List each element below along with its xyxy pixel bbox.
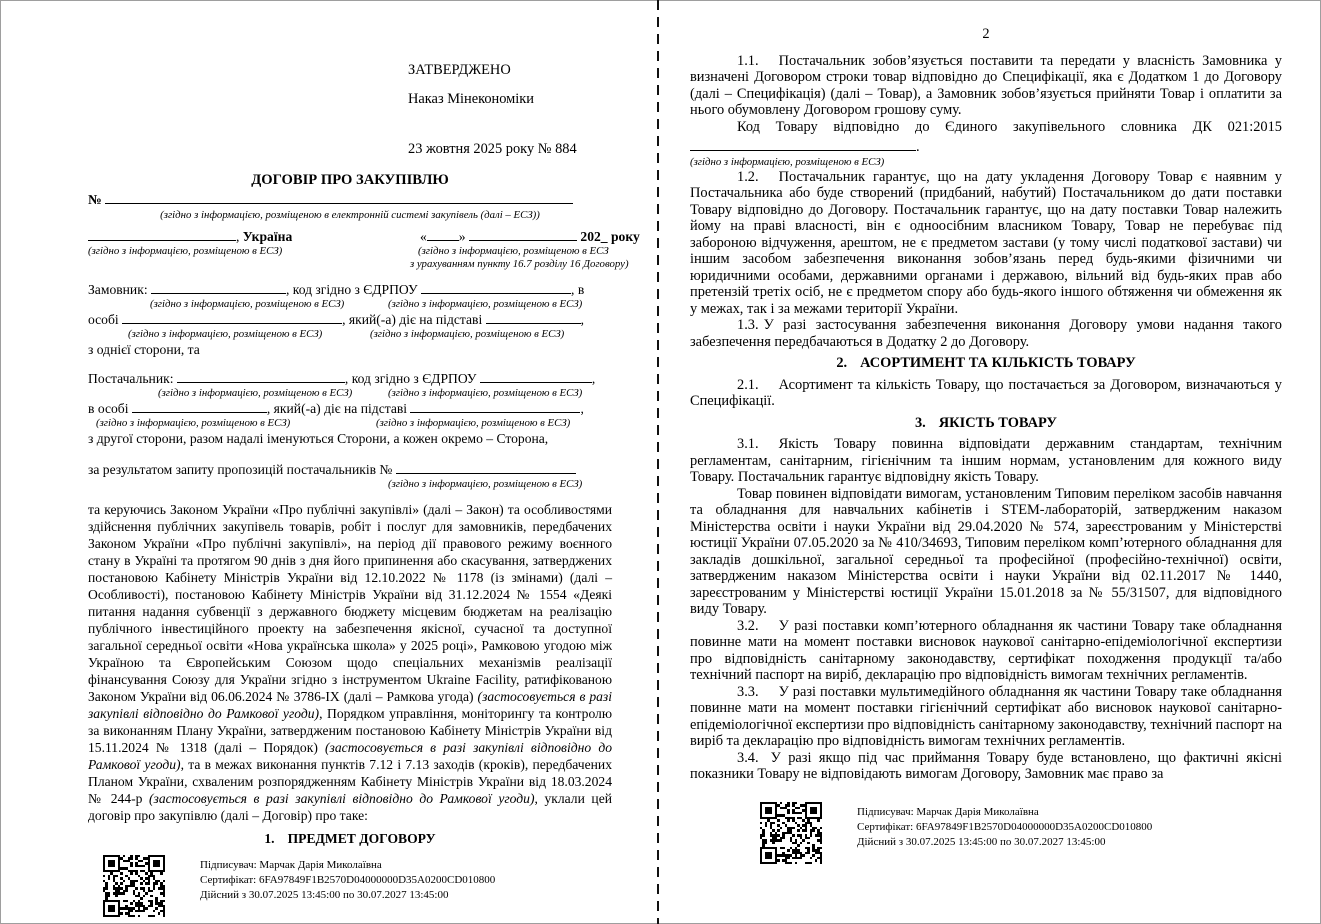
section-3-title: ЯКІСТЬ ТОВАРУ [938,414,1057,431]
clause-1-1-number: 1.1. [737,52,759,69]
clause-1-3-number: 1.3. [737,317,759,333]
contract-number-annotation: (згідно з інформацією, розміщеною в електронній системі закупівель (далі – ЕСЗ)) [160,209,540,221]
clause-3-4-text: У разі якщо під час приймання Товару буде встановлено, що фактичні якісні показники Товару не відповідають вимогам Договору, Замовник має право за [690,749,1282,782]
section-2-number: 2. [836,355,848,371]
product-code-annotation: (згідно з інформацією, розміщеною в ЕСЗ) [690,155,885,168]
clause-3-3 [690,684,1282,750]
order-date: 23 жовтня 2025 року № 884 [408,141,577,157]
clause-2-1-text: Асортимент та кількість Товару, що постачається за Договором, визначаються у Специфікації. [690,376,1282,409]
clause-3-2 [690,618,1282,684]
signature-certificate: Сертифікат: 6FA97849F1B2570D04000000D35A0200CD010800 [200,874,496,886]
clause-3-3-number: 3.3. [737,683,759,700]
signature-block-page-2 [760,802,1152,864]
section-3-number: 3. [914,414,926,431]
page-number: 2 [982,26,990,42]
clause-2-1 [690,377,1282,410]
contract-title: ДОГОВІР ПРО ЗАКУПІВЛЮ [251,172,449,188]
clause-3-1-continued: Товар повинен відповідати вимогам, установленим Типовим переліком засобів навчання та обладнання для навчальних кабінетів і STEM-лабораторій, затвердженим наказом Міністерства освіти і науки України від 29.04.2020 № 574, зареєстрованим у Міністерстві юстиції України 07.05.2020 за № 410/34693, Типовим переліком комп’ютерного обладнання для закладів дошкільної, загальної середньої та професійної (професійно-технічної) освіти, затвердженим наказом Міністерства освіти і науки України від 02.11.2017 № 1440, зареєстрованим у Міністерстві юстиції України 15.01.2018 за № 55/31507, для відповідного виду Товару. [690,485,1282,617]
clause-3-2-text: У разі поставки комп’ютерного обладнання як частини Товару таке обладнання повинне мати на момент поставки висновок наукової санітарно-епідеміологічної експертизи про відповідність санітарному законодавству, сертифікат походження продукції та/або технічний паспорт на виріб, декларацію про відповідність вимогам технічних регламентів. [690,617,1282,683]
clause-3-1 [690,436,1282,486]
customer-annotation-row-1: (згідно з інформацією, розміщеною в ЕСЗ) (згідно з інформацією, розміщеною в ЕСЗ) [150,298,583,310]
customer-line-1: Замовник: , код згідно з ЄДРПОУ , в [88,282,585,297]
section-1-heading [88,830,612,847]
clause-3-2-number: 3.2. [737,617,759,634]
page-break-divider [657,0,659,924]
clause-3-4-number: 3.4. [737,749,759,766]
request-line: за результатом запиту пропозицій постачальників № [88,461,612,478]
place-and-date-row [88,228,640,245]
clause-2-1-number: 2.1. [737,376,759,393]
clause-3-1-number: 3.1. [737,436,759,452]
contract-number-line: № [88,191,612,208]
signature-certificate: Сертифікат: 6FA97849F1B2570D04000000D35A0200CD010800 [857,821,1153,833]
clause-3-1-text: Якість Товару повинна відповідати державним стандартам, технічним регламентам, санітарним, гігієнічним та іншим нормам, установленим для кожного виду Товару. Постачальник гарантує відповідну якість Товару. [690,436,1282,485]
signature-signer: Підписувач: Марчак Дарія Миколаївна [857,806,1039,818]
clause-1-3-text: У разі застосування забезпечення виконання Договору умови надання такого забезпечення передбачаються в Додатку 2 до Договору. [690,317,1282,350]
customer-close-line: з однієї сторони, та [88,342,200,357]
approved-label: ЗАТВЕРДЖЕНО [408,62,511,78]
section-1-number: 1. [264,831,275,846]
product-code-blank: . [690,139,1282,156]
section-2-heading [690,355,1282,372]
signature-text [200,855,495,903]
customer-line-2: особі , який(-а) діє на підставі , [88,312,585,327]
place-line: , Україна [88,228,292,245]
date-line: « » 202_ року [420,229,640,244]
section-1-title: ПРЕДМЕТ ДОГОВОРУ [287,831,436,846]
place-date-annotation-row-2: з урахуванням пункту 16.7 розділу 16 Договору) [410,258,629,270]
signature-block-page-1 [103,855,612,917]
supplier-annotation-row-1: (згідно з інформацією, розміщеною в ЕСЗ) (згідно з інформацією, розміщеною в ЕСЗ) [158,387,583,399]
clause-3-3-text: У разі поставки мультимедійного обладнання як частини Товару таке обладнання повинне мати на момент поставки гігієнічний сертифікат або висновок наукової санітарно-епідеміологічної експертизи про відповідність санітарному законодавству, технічний паспорт на виріб та декларацію про відповідність вимогам технічних регламентів. [690,683,1282,749]
clause-1-1 [690,53,1282,119]
signature-text [857,802,1152,850]
clause-1-1-text: Постачальник зобов’язується поставити та передати у власність Замовника у визначені Договором строки товар відповідно до Специфікації, яка є Додатком 1 до Договору (далі – Специфікація) (далі – Товар), а Замовник зобов’язується прийняти Товар і оплатити за нього обумовлену Договором грошову суму. [690,52,1282,118]
signature-signer: Підписувач: Марчак Дарія Миколаївна [200,859,382,871]
clause-1-2-number: 1.2. [737,168,759,185]
clause-1-3 [690,317,1282,350]
qr-code [103,855,165,917]
signature-validity: Дійсний з 30.07.2025 13:45:00 по 30.07.2027 13:45:00 [857,836,1106,848]
place-date-annotation-row-1: (згідно з інформацією, розміщеною в ЕСЗ) (згідно з інформацією, розміщеною в ЕСЗ [88,245,609,257]
qr-code [760,802,822,864]
signature-validity: Дійсний з 30.07.2025 13:45:00 по 30.07.2027 13:45:00 [200,889,449,901]
section-2-title: АСОРТИМЕНТ ТА КІЛЬКІСТЬ ТОВАРУ [860,355,1136,371]
approval-stamp [408,62,612,158]
clause-1-2-text: Постачальник гарантує, що на дату укладення Договору Товар є наявним у Постачальника або буде створений (придбаний, набутий) Постачальником до дати поставки Товару відповідно до Договору. Постачальник гарантує, що на дату поставки Товар належить йому на праві власності, він є одноосібним власником Товару, Товар не перебуває під забороною відчуження, арештом, не є предметом застави (у тому числі податкової застави) чи іншим засобом забезпечення виконання зобов’язань перед будь-якими фізичними чи юридичними особами, державними органами і державою, вільний від будь-яких прав або претензій третіх осіб, не є предметом спору або будь-якого іншого обтяження чи обмеження як у межах, так і за межами території України. [690,168,1282,317]
clause-3-4 [690,750,1282,783]
preamble-paragraph: та керуючись Законом України «Про публічні закупівлі» (далі – Закон) та особливостями здійснення публічних закупівель товарів, робіт і послуг для замовників, передбачених Законом України «Про публічні закупівлі», на період дії правового режиму воєнного стану в Україні та протягом 90 днів з дня його припинення або скасування, затверджених постановою Кабінету Міністрів України від 12.10.2022 № 1178 (із змінами) (далі – Особливості), постановою Кабінету Міністрів України від 31.12.2024 № 1554 «Деякі питання надання субвенції з державного бюджету місцевим бюджетам на реалізацію публічного інвестиційного проекту на забезпечення якісної, сучасної та доступної загальної середньої освіти «Нова українська школа» у 2025 році», Рамковою угодою між Україною та Європейським Союзом щодо спеціальних механізмів реалізації фінансування Союзу для України згідно з інструментом Ukraine Facility, ратифікованою Законом України від 06.06.2024 № 3786-IX (далі – Рамкова угода) (застосовується в разі закупівлі відповідно до Рамкової угоди), Порядком управління, моніторингу та контролю за виконанням Плану України, затвердженим постановою Кабінету Міністрів України від 15.11.2024 № 1318 (далі – Порядок) (застосовується в разі закупівлі відповідно до Рамкової угоди), та в межах виконання пунктів 7.12 і 7.13 заходів (кроків), передбачених Планом України, схваленим розпорядженням Кабінету Міністрів України від 18.03.2024 № 244-р (застосовується в разі закупівлі відповідно до Рамкової угоди), уклали цей договір про закупівлю (далі – Договір) про таке: [88,502,613,823]
product-code-line: Код Товару відповідно до Єдиного закупівельного словника ДК 021:2015 [737,118,1282,135]
section-3-heading [690,415,1282,432]
page-2 [690,26,1282,922]
supplier-close-line: з другої сторони, разом надалі іменуються Сторони, а кожен окремо – Сторона, [88,431,549,446]
supplier-line-1: Постачальник: , код згідно з ЄДРПОУ , [88,371,596,386]
request-annotation-row: (згідно з інформацією, розміщеною в ЕСЗ) [388,478,583,490]
supplier-annotation-row-2: (згідно з інформацією, розміщеною в ЕСЗ) (згідно з інформацією, розміщеною в ЕСЗ) [96,417,571,429]
supplier-line-2: в особі , який(-а) діє на підставі , [88,401,584,416]
page-1 [88,62,640,917]
approved-order-label: Наказ Мінекономіки [408,91,534,107]
clause-1-2 [690,169,1282,318]
customer-annotation-row-2: (згідно з інформацією, розміщеною в ЕСЗ) (згідно з інформацією, розміщеною в ЕСЗ) [128,328,565,340]
